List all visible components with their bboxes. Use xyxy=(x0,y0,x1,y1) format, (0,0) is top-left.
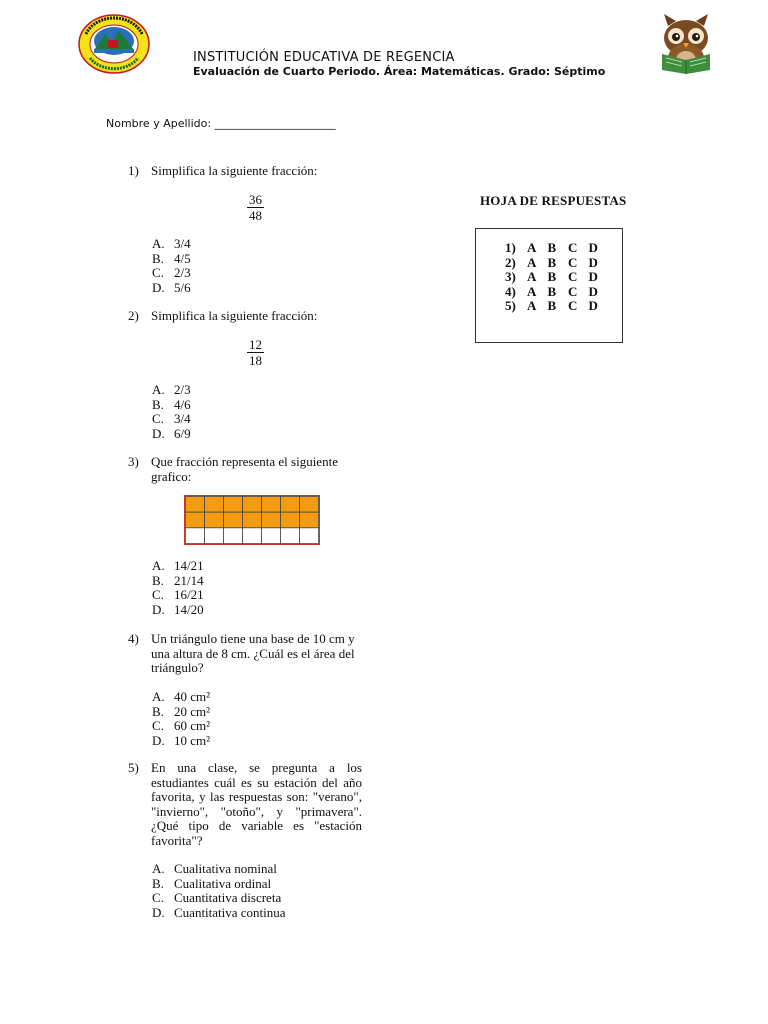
option-b: B. Cualitativa ordinal xyxy=(152,875,272,891)
fraction-denominator: 18 xyxy=(249,353,262,368)
question-2 xyxy=(128,309,362,324)
grid-cell-filled xyxy=(186,512,205,528)
options-2 xyxy=(152,383,191,441)
grid-cell-filled xyxy=(300,512,319,528)
option-d: D. 5/6 xyxy=(152,279,191,295)
fraction-2 xyxy=(247,337,264,368)
choice-d[interactable]: D xyxy=(588,269,598,285)
choice-a[interactable]: A xyxy=(527,269,537,285)
grid-cell-filled xyxy=(262,512,281,528)
grid-cell-empty xyxy=(205,528,224,544)
question-number: 2) xyxy=(128,308,139,323)
grid-cell-filled xyxy=(243,512,262,528)
options-5 xyxy=(152,862,286,920)
fraction-1 xyxy=(247,192,264,223)
grid-cell-empty xyxy=(262,528,281,544)
question-text: Que fracción representa el siguiente grafico: xyxy=(151,454,338,484)
answer-row-2: 2) A B C D xyxy=(505,256,609,271)
choice-d[interactable]: D xyxy=(588,254,598,270)
answer-row-3: 3) A B C D xyxy=(505,270,609,285)
question-text: Simplifica la siguiente fracción: xyxy=(151,308,318,323)
choice-a[interactable]: A xyxy=(527,254,537,270)
option-b: B. 4/6 xyxy=(152,396,191,412)
choice-b[interactable]: B xyxy=(547,269,557,285)
school-logo xyxy=(78,14,150,74)
choice-c[interactable]: C xyxy=(568,283,578,299)
question-4 xyxy=(128,632,362,676)
fraction-numerator: 36 xyxy=(249,192,262,207)
question-text: Un triángulo tiene una base de 10 cm y una altura de 8 cm. ¿Cuál es el área del triángulo? xyxy=(151,631,355,676)
question-text: En una clase, se pregunta a los estudiantes cuál es su estación del año favorita, y las respuestas son: "verano", "invierno", "otoño", y "primavera". ¿Qué tipo de variable es "estación favorita"? xyxy=(151,760,362,848)
option-c: C. 3/4 xyxy=(152,411,191,427)
choice-b[interactable]: B xyxy=(547,254,557,270)
question-number: 3) xyxy=(128,454,139,469)
question-number: 4) xyxy=(128,631,139,646)
option-c: C. Cuantitativa discreta xyxy=(152,890,282,906)
option-b: B. 20 cm² xyxy=(152,703,211,719)
grid-cell-filled xyxy=(224,512,243,528)
grid-cell-empty xyxy=(224,528,243,544)
choice-a[interactable]: A xyxy=(527,240,537,255)
option-a: A. Cualitativa nominal xyxy=(152,861,277,876)
option-c: C. 60 cm² xyxy=(152,718,211,734)
question-5 xyxy=(128,761,362,849)
grid-cell-filled xyxy=(205,512,224,528)
grid-cell-filled xyxy=(205,497,224,513)
fraction-grid-graphic xyxy=(184,495,320,545)
options-3 xyxy=(152,559,204,617)
question-3 xyxy=(128,455,362,484)
option-c: C. 2/3 xyxy=(152,265,191,281)
grid-cell-filled xyxy=(262,497,281,513)
options-4 xyxy=(152,690,210,748)
answer-row-5: 5) A B C D xyxy=(505,299,609,314)
answer-sheet-title: HOJA DE RESPUESTAS xyxy=(480,193,627,208)
answer-row-4: 4) A B C D xyxy=(505,285,609,300)
choice-d[interactable]: D xyxy=(588,298,598,314)
owl-book-icon xyxy=(656,12,716,74)
choice-b[interactable]: B xyxy=(547,240,557,255)
option-d: D. 10 cm² xyxy=(152,732,211,748)
grid-cell-empty xyxy=(281,528,300,544)
choice-c[interactable]: C xyxy=(568,269,578,285)
institution-title: INSTITUCIÓN EDUCATIVA DE REGENCIA xyxy=(193,50,455,65)
name-field-line: Nombre y Apellido: ______________________ xyxy=(106,117,336,130)
option-c: C. 16/21 xyxy=(152,587,204,603)
grid-cell-filled xyxy=(224,497,243,513)
question-number: 1) xyxy=(128,163,139,178)
option-a: A. 40 cm² xyxy=(152,689,211,704)
fraction-numerator: 12 xyxy=(249,337,262,352)
grid-cell-filled xyxy=(300,497,319,513)
question-text: Simplifica la siguiente fracción: xyxy=(151,163,318,178)
question-1 xyxy=(128,164,362,179)
choice-c[interactable]: C xyxy=(568,298,578,314)
choice-c[interactable]: C xyxy=(568,240,578,255)
grid-cell-filled xyxy=(281,512,300,528)
option-d: D. 14/20 xyxy=(152,601,204,617)
evaluation-subtitle: Evaluación de Cuarto Periodo. Área: Matemáticas. Grado: Séptimo xyxy=(193,65,606,78)
fraction-denominator: 48 xyxy=(249,208,262,223)
grid-cell-empty xyxy=(186,528,205,544)
choice-d[interactable]: D xyxy=(588,283,598,299)
option-a: A. 2/3 xyxy=(152,382,191,397)
grid-cell-filled xyxy=(186,497,205,513)
option-d: D. 6/9 xyxy=(152,425,191,441)
option-a: A. 3/4 xyxy=(152,236,191,251)
option-b: B. 4/5 xyxy=(152,250,191,266)
choice-c[interactable]: C xyxy=(568,254,578,270)
choice-a[interactable]: A xyxy=(527,283,537,299)
grid-cell-filled xyxy=(281,497,300,513)
choice-b[interactable]: B xyxy=(547,283,557,299)
option-d: D. Cuantitativa continua xyxy=(152,904,286,920)
option-a: A. 14/21 xyxy=(152,558,204,573)
answer-row-1: 1) A B C D xyxy=(505,241,609,256)
question-number: 5) xyxy=(128,760,139,775)
choice-a[interactable]: A xyxy=(527,298,537,314)
choice-d[interactable]: D xyxy=(588,240,598,255)
grid-cell-empty xyxy=(300,528,319,544)
choice-b[interactable]: B xyxy=(547,298,557,314)
options-1 xyxy=(152,237,191,295)
option-b: B. 21/14 xyxy=(152,572,204,588)
grid-cell-filled xyxy=(243,497,262,513)
answer-sheet-box xyxy=(475,228,623,343)
grid-cell-empty xyxy=(243,528,262,544)
